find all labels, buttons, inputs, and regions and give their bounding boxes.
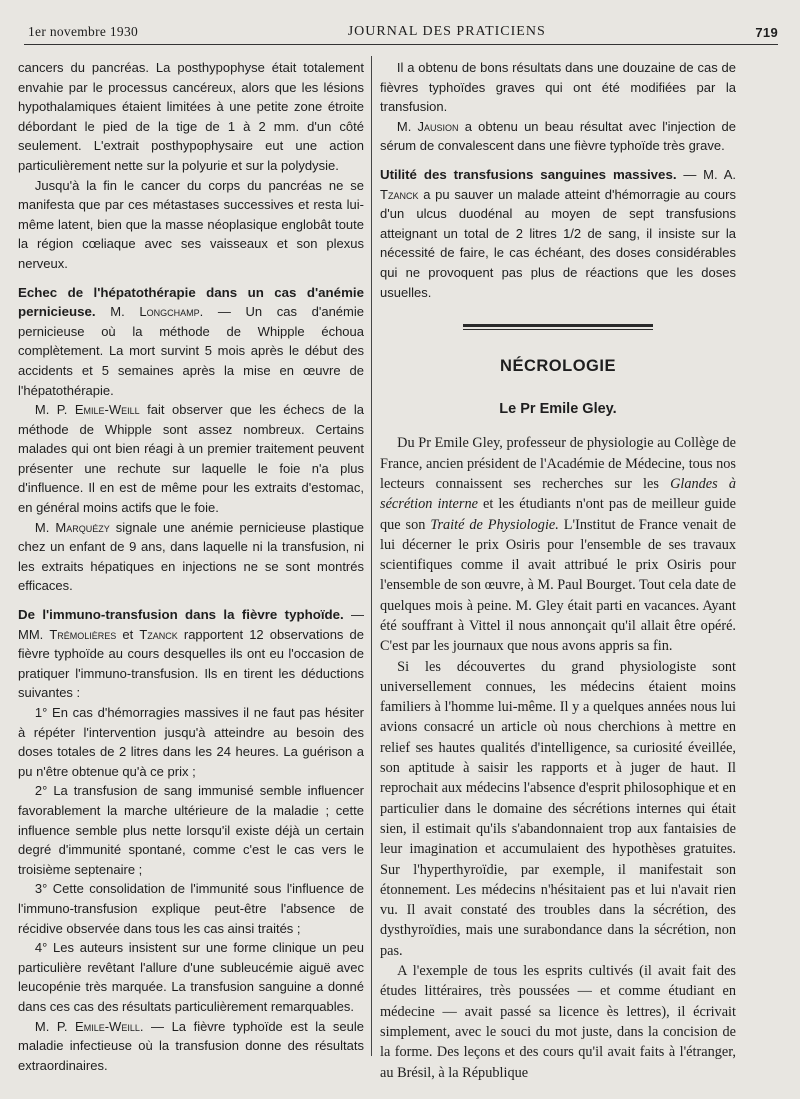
paragraph-emile-weill-1 <box>18 400 364 518</box>
obituary-paragraph-3: A l'exemple de tous les esprits cultivés (il avait fait des études littéraires, très poussées — et comme étudiant en médecine — avait passé sa licence ès lettres), il écrivait simplement, avec le souci du mot juste, dans la concision de la forme. Des leçons et des cours qu'il avait faits à l'étranger, au Brésil, à la République <box>380 963 736 1081</box>
author-emile-weill: M. P. Emile-Weill <box>34 402 140 418</box>
header-page-number: 719 <box>755 25 778 40</box>
section-heading-immuno-transfusion: De l'immuno-transfusion dans la fièvre typhoïde. <box>18 607 344 623</box>
title-traite: Traité de Physiologie. <box>430 516 559 533</box>
paragraph-emile-weill-2 <box>18 1017 364 1076</box>
section-immuno-transfusion <box>18 605 364 703</box>
obituary-body <box>380 433 736 1083</box>
column-divider <box>371 56 372 1056</box>
section-transfusions-massives <box>380 165 736 302</box>
right-paragraph-1: Il a obtenu de bons résultats dans une douzaine de cas de fièvres typhoïdes graves qui ont été modifiées par la transfusion. <box>380 60 736 115</box>
text-jausion: a obtenu un beau résultat avec l'injection de sérum de convalescent dans une fièvre typhoïde très grave. <box>380 118 736 154</box>
page-header <box>28 14 778 40</box>
section-hepatotherapie <box>18 283 364 401</box>
text-et: et <box>122 626 134 642</box>
section-text-hepatotherapie: — Un cas d'anémie pernicieuse où la méthode de Whipple échoua complètement. La mort survint 5 mois après le début des accidents et 5 semaines après la mise en œuvre de l'hépatothérapie. <box>18 304 364 398</box>
necrologie-rule-thick <box>463 324 653 327</box>
header-journal-title: JOURNAL DES PRATICIENS <box>347 24 546 39</box>
section-heading-hepatotherapie: Echec de l'hépatothérapie dans un cas d'anémie pernicieuse. <box>18 284 364 320</box>
obituary-paragraph-1: Du Pr Emile Gley, professeur de physiologie au Collège de France, ancien président de l'Académie de Médecine, tous nos lecteurs connaissent ses recherches sur les Glandes à sécrétion interne et les étudiants n'ont pas de meilleur guide que son Traité de Physiologie. L'Institut de France venait de lui décerner le prix Osiris pour l'ensemble de ses travaux scientifiques comme il avait attribué le prix Osiris pour l'ensemble de son œuvre, à M. Paul Bourget. Tout cela date de quelques mois à peine. M. Gley était parti en vacances. Ayant été souffrant à Vittel il nous annonçait qu'il allait être opéré. C'est par les journaux que nous avons appris sa fin. <box>380 435 737 655</box>
author-emile-weill-2: M. P. Emile-Weill. <box>34 1018 144 1034</box>
text-marquezy: signale une anémie pernicieuse plastique chez un enfant de 9 ans, dans laquelle ni la transfusion, ni les extraits hépatiques en injections ne se sont montrés efficaces. <box>18 519 364 594</box>
text-m-a: — M. A. <box>683 166 736 182</box>
necrologie-title: NÉCROLOGIE <box>500 357 616 376</box>
author-tremolieres: Trémolières <box>49 626 117 642</box>
section-text-immuno-transfusion: rapportent 12 observations de fièvre typhoïde au cours desquelles ils ont eu l'occasion de pratiquer l'immuno-transfusion. Ils en tirent les déductions suivantes : <box>18 626 364 701</box>
left-paragraph-1: cancers du pancréas. La posthypophyse était totalement envahie par le processus cancéreux, alors que les lésions hypothalamiques étaient limitées à une petite zone étroite débordant le pied de la tige de 1 à 2 mm. d'un côté seulement. L'extrait posthypophysaire eut une action particulièrement nette sur la polyurie et sur la polydysie. <box>18 60 364 173</box>
deduction-item-1: 1° En cas d'hémorragies massives il ne faut pas hésiter à répéter l'intervention jusqu'à atteindre au besoin des doses totales de 2 litres dans les 24 heures. La guérison a pu n'être obtenue qu'à ce prix ; <box>18 705 364 779</box>
title-glandes: Glandes à sécrétion interne <box>380 475 737 513</box>
author-tzanck-2: Tzanck <box>380 186 419 202</box>
author-tzanck: Tzanck <box>139 626 178 642</box>
header-rule <box>24 44 778 45</box>
paragraph-marquezy <box>18 518 364 596</box>
text-emile-weill-2: — La fièvre typhoïde est la seule maladie infectieuse où la transfusion donne des résultats extraordinaires. <box>18 1018 364 1073</box>
deduction-item-3: 3° Cette consolidation de l'immunité sous l'influence de l'immuno-transfusion explique peut-être l'absence de récidive observée dans tous les cas ainsi traités ; <box>18 881 364 936</box>
section-heading-transfusions-massives: Utilité des transfusions sanguines massives. <box>380 166 677 182</box>
header-date: 1er novembre 1930 <box>28 24 139 39</box>
deduction-item-2: 2° La transfusion de sang immunisé semble influencer favorablement la marche ultérieure de la maladie ; cette influence semble plus nette lorsqu'il existe déjà un certain degré d'immunité spontané, comme c'est le cas vers le troisième septenaire ; <box>18 783 364 877</box>
left-paragraph-2: Jusqu'à la fin le cancer du corps du pancréas ne se manifesta que par ces métastases successives et resta lui-même latent, bien que la masse néoplasique englobât toute la région cœliaque avec ses vaisseaux et son plexus nerveux. <box>18 177 364 271</box>
left-column <box>18 58 364 1075</box>
section-text-transfusions-massives: a pu sauver un malade atteint d'hémorragie au cours d'un ulcus duodénal au moyen de sept transfusions atteignant un total de 2 litres 1/2 de sang, il insiste sur la nécessité de faire, le cas échéant, des doses considérables qui ne provoquent pas plus de réactions que les doses usuelles. <box>380 186 736 300</box>
author-longchamp: M. Longchamp. <box>110 304 204 320</box>
right-column <box>380 58 736 1083</box>
necrologie-rule-thin <box>463 329 653 330</box>
text-mm: — MM. <box>18 607 364 642</box>
author-marquezy: M. Marquézy <box>34 519 110 535</box>
deduction-item-4: 4° Les auteurs insistent sur une forme clinique un peu particulière revêtant l'allure d'une subleucémie aiguë avec leucopénie très marquée. La transfusion sanguine a donné dans ces cas des résultats particulièrement remarquables. <box>18 940 364 1014</box>
obituary-title: Le Pr Emile Gley. <box>499 400 617 417</box>
paragraph-jausion <box>380 117 736 156</box>
author-jausion: M. Jausion <box>396 118 459 134</box>
obituary-paragraph-2: Si les découvertes du grand physiologiste sont universellement connues, les médecins étaient moins familiers à l'homme lui-même. Il y a quelques années nous lui avions consacré un article où nous cherchions à mettre en relief ses hautes qualités d'intelligence, sa curiosité éveillée, son aptitude à saisir les rapports et à juger de haut. Il reprochait aux médecins l'absence d'esprit philosophique et en particulier dans le domaine des sécrétions internes qui était sien, il estimait qu'ils s'abandonnaient trop aux fantaisies de leur imagination et accumulaient des hypothèses gratuites. Sur l'hyperthyroïdie, par exemple, il manifestait son étonnement. Les médecins n'hésitaient pas et lui n'avait rien vu. Il avait constaté des troubles dans la sécrétion, des dysthyroïdies, mais une surabondance dans la sécrétion, non pas. <box>380 658 736 959</box>
text-emile-weill-1: fait observer que les échecs de la méthode de Whipple sont assez nombreux. Certains malades qui ont bien réagi à un premier traitement peuvent présenter une rechute sur laquelle le foie n'a plus d'influence. Il en est de même pour les extraits d'estomac, en général moins actifs que le foie. <box>18 402 365 516</box>
